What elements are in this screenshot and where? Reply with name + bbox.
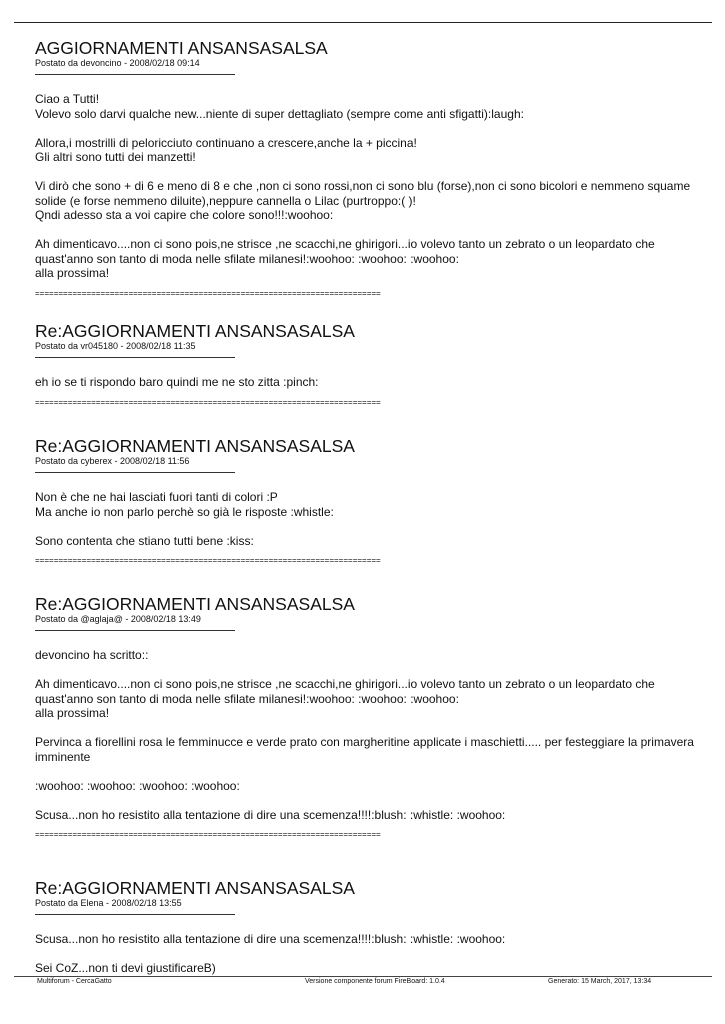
- post-body: [35, 375, 695, 390]
- meta-rule: [35, 357, 235, 358]
- post-paragraph: Pervinca a fiorellini rosa le femminucce e verde prato con margheritine applicate i maschietti..... per festeggiare la primavera imminente: [35, 735, 694, 764]
- post-title: Re:AGGIORNAMENTI ANSANSASALSA: [35, 878, 355, 898]
- post-paragraph: Ah dimenticavo....non ci sono pois,ne strisce ,ne scacchi,ne ghirigori...io volevo tanto un zebrato o un leopardato che quast'anno son tanto di moda nelle sfilate milanesi!:woohoo: :woohoo: :woohoo: alla prossima!: [35, 677, 655, 720]
- post-paragraph: Vi dirò che sono + di 6 e meno di 8 e che ,non ci sono rossi,non ci sono blu (forse),non ci sono bicolori e nemmeno squame solide (e forse nemmeno diluite),neppure cannella o Lilac (purtroppo:( )! Qndi adesso sta a voi capire che colore sono!!!:woohoo:: [35, 179, 691, 222]
- meta-rule: [35, 74, 235, 75]
- forum-post: [35, 436, 695, 566]
- post-paragraph: Scusa...non ho resistito alla tentazione di dire una scemenza!!!!:blush: :whistle: :woohoo:: [35, 807, 506, 822]
- post-body: [35, 932, 695, 976]
- post-paragraph: Scusa...non ho resistito alla tentazione di dire una scemenza!!!!:blush: :whistle: :woohoo:: [35, 932, 506, 946]
- meta-rule: [35, 914, 235, 915]
- post-body: [35, 92, 695, 281]
- post-title: AGGIORNAMENTI ANSANSASALSA: [35, 38, 328, 58]
- post-paragraph: Sono contenta che stiano tutti bene :kiss:: [35, 533, 254, 548]
- forum-post: [35, 594, 695, 840]
- page-top-rule: [14, 22, 712, 23]
- meta-rule: [35, 630, 235, 631]
- post-paragraph: :woohoo: :woohoo: :woohoo: :woohoo:: [35, 778, 240, 793]
- forum-post: [35, 878, 695, 976]
- post-title: Re:AGGIORNAMENTI ANSANSASALSA: [35, 436, 355, 456]
- forum-post: [35, 38, 695, 299]
- footer-version: Versione componente forum FireBoard: 1.0.4: [305, 978, 445, 985]
- footer-generated: Generato: 15 March, 2017, 13:34: [548, 978, 652, 985]
- forum-post: [35, 321, 695, 408]
- post-meta: Postato da vr045180 - 2008/02/18 11:35: [35, 341, 196, 351]
- post-title: Re:AGGIORNAMENTI ANSANSASALSA: [35, 594, 355, 614]
- footer-site-name: Multiforum - CercaGatto: [37, 978, 112, 985]
- post-paragraph: Non è che ne hai lasciati fuori tanti di colori :P Ma anche io non parlo perchè so già le risposte :whistle:: [35, 490, 334, 519]
- post-body: [35, 490, 695, 548]
- post-paragraph: Sei CoZ...non ti devi giustificareB): [35, 961, 216, 975]
- post-separator: ==========================================================================: [35, 397, 381, 407]
- post-meta: Postato da cyberex - 2008/02/18 11:56: [35, 456, 190, 466]
- post-separator: ==========================================================================: [35, 556, 381, 565]
- post-title: Re:AGGIORNAMENTI ANSANSASALSA: [35, 321, 355, 341]
- post-meta: Postato da devoncino - 2008/02/18 09:14: [35, 58, 200, 68]
- post-meta: Postato da @aglaja@ - 2008/02/18 13:49: [35, 614, 201, 624]
- post-meta: Postato da Elena - 2008/02/18 13:55: [35, 898, 182, 908]
- post-paragraph: Ah dimenticavo....non ci sono pois,ne strisce ,ne scacchi,ne ghirigori...io volevo tanto un zebrato o un leopardato che quast'anno son tanto di moda nelle sfilate milanesi!:woohoo: :woohoo: :woohoo: alla prossima!: [35, 237, 655, 280]
- post-separator: ==========================================================================: [35, 830, 381, 839]
- post-separator: ==========================================================================: [35, 288, 381, 298]
- post-paragraph: Ciao a Tutti! Volevo solo darvi qualche new...niente di super dettagliato (sempre come anti sfigatti):laugh:: [35, 92, 524, 121]
- meta-rule: [35, 472, 235, 473]
- post-paragraph: devoncino ha scritto::: [35, 648, 149, 662]
- post-paragraph: eh io se ti rispondo baro quindi me ne sto zitta :pinch:: [35, 375, 319, 389]
- post-body: [35, 648, 695, 822]
- post-paragraph: Allora,i mostrilli di peloricciuto continuano a crescere,anche la + piccina! Gli altri sono tutti dei manzetti!: [35, 135, 417, 164]
